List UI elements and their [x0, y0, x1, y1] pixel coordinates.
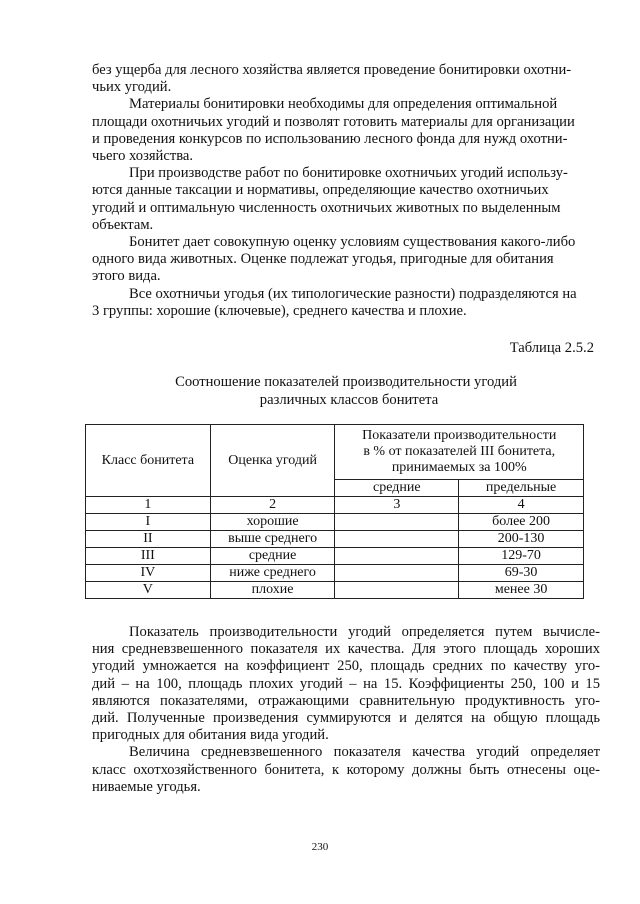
paragraph-production — [92, 165, 600, 234]
cell-class: V — [86, 582, 211, 599]
cell-class: II — [86, 531, 211, 548]
text-line: дий – на 100, площадь плохих угодий – на 15. Коэффициенты 250, 100 и 15 — [92, 675, 600, 692]
header-group-line: в % от показателей III бонитета, — [363, 444, 556, 459]
top-text — [92, 62, 600, 320]
cell-limit: 129-70 — [459, 548, 584, 565]
text-line: чьего хозяйства. — [92, 148, 194, 165]
text-line: дий. Полученные произведения суммируются и делятся на общую площадь — [92, 710, 600, 727]
bonitet-table — [85, 424, 584, 599]
table-column-numbers — [86, 497, 584, 514]
text-line: угодий и оптимальную численность охотничьих животных по выделенным — [92, 199, 561, 216]
table-row — [86, 582, 584, 599]
text-line: площади охотничьих угодий и позволят готовить материалы для организации — [92, 113, 575, 130]
text-line: угодий умножается на коэффициент 250, площадь средних по качеству уго- — [92, 658, 600, 675]
table-caption — [92, 373, 600, 409]
text-line: Бонитет дает совокупную оценку условиям существования какого-либо — [129, 234, 576, 251]
cell-average — [335, 582, 459, 599]
table-row — [86, 531, 584, 548]
cell-class: IV — [86, 565, 211, 582]
header-bonitet-class: Класс бонитета — [86, 425, 211, 497]
cell-limit: 200-130 — [459, 531, 584, 548]
text-line: Все охотничьи угодья (их типологические разности) подразделяются на — [129, 285, 577, 302]
header-productivity-group — [335, 425, 584, 480]
text-line: ются данные таксации и нормативы, определяющие качество охотничьих — [92, 182, 549, 199]
text-line: Материалы бонитировки необходимы для определения оптимальной — [129, 96, 558, 113]
text-line: При производстве работ по бонитировке охотничьих угодий использу- — [129, 165, 568, 182]
paragraph-bonitet — [92, 234, 600, 286]
header-average: средние — [335, 480, 459, 497]
header-land-evaluation: Оценка угодий — [210, 425, 335, 497]
table-row — [86, 514, 584, 531]
table-label: Таблица 2.5.2 — [509, 340, 594, 356]
cell-evaluation: хорошие — [210, 514, 335, 531]
paragraph-intro — [92, 62, 600, 96]
header-group-line: Показатели производительности — [362, 428, 557, 443]
bottom-text — [92, 624, 600, 796]
cell-evaluation: выше среднего — [210, 531, 335, 548]
cell-limit: 69-30 — [459, 565, 584, 582]
text-line: класс охотхозяйственного бонитета, к которому должны быть отнесены оце- — [92, 761, 600, 778]
cell-limit: менее 30 — [459, 582, 584, 599]
cell-class: III — [86, 548, 211, 565]
text-line: и проведения конкурсов по использованию лесного фонда для нужд охотни- — [92, 130, 568, 147]
caption-line: Соотношение показателей производительности угодий — [175, 374, 517, 390]
paragraph-groups — [92, 286, 600, 320]
header-limit: предельные — [459, 480, 584, 497]
column-number: 1 — [86, 497, 211, 514]
page-number: 230 — [311, 841, 329, 853]
header-group-line: принимаемых за 100% — [391, 460, 527, 475]
cell-average — [335, 514, 459, 531]
column-number: 4 — [459, 497, 584, 514]
cell-class: I — [86, 514, 211, 531]
cell-average — [335, 531, 459, 548]
text-line: пригодных для обитания вида угодий. — [92, 727, 329, 744]
cell-limit: более 200 — [459, 514, 584, 531]
cell-evaluation: ниже среднего — [210, 565, 335, 582]
text-line: без ущерба для лесного хозяйства является проведение бонитировки охотни- — [92, 62, 572, 78]
text-line: ния средневзвешенного показателя их качества. Для этого площадь хороших — [92, 641, 600, 658]
column-number: 2 — [210, 497, 335, 514]
text-line: 3 группы: хорошие (ключевые), среднего качества и плохие. — [92, 302, 467, 319]
text-line: Величина средневзвешенного показателя качества угодий определяет — [129, 744, 600, 761]
text-line: являются показателями, отражающими сравнительную продуктивность уго- — [92, 692, 600, 709]
cell-evaluation: плохие — [210, 582, 335, 599]
paragraph-materials — [92, 96, 600, 165]
caption-line: различных классов бонитета — [259, 392, 439, 408]
cell-average — [335, 565, 459, 582]
text-line: этого вида. — [92, 268, 161, 285]
column-number: 3 — [335, 497, 459, 514]
text-line: ниваемые угодья. — [92, 778, 201, 795]
cell-average — [335, 548, 459, 565]
text-line: объектам. — [92, 216, 154, 233]
text-line: одного вида животных. Оценке подлежат угодья, пригодные для обитания — [92, 251, 554, 268]
table-row — [86, 565, 584, 582]
cell-evaluation: средние — [210, 548, 335, 565]
paragraph-productivity — [92, 624, 600, 744]
text-line: Показатель производительности угодий определяется путем вычисле- — [129, 624, 600, 640]
table-row — [86, 548, 584, 565]
text-line: чьих угодий. — [92, 79, 172, 96]
table-header-row — [86, 425, 584, 480]
paragraph-value — [92, 744, 600, 796]
